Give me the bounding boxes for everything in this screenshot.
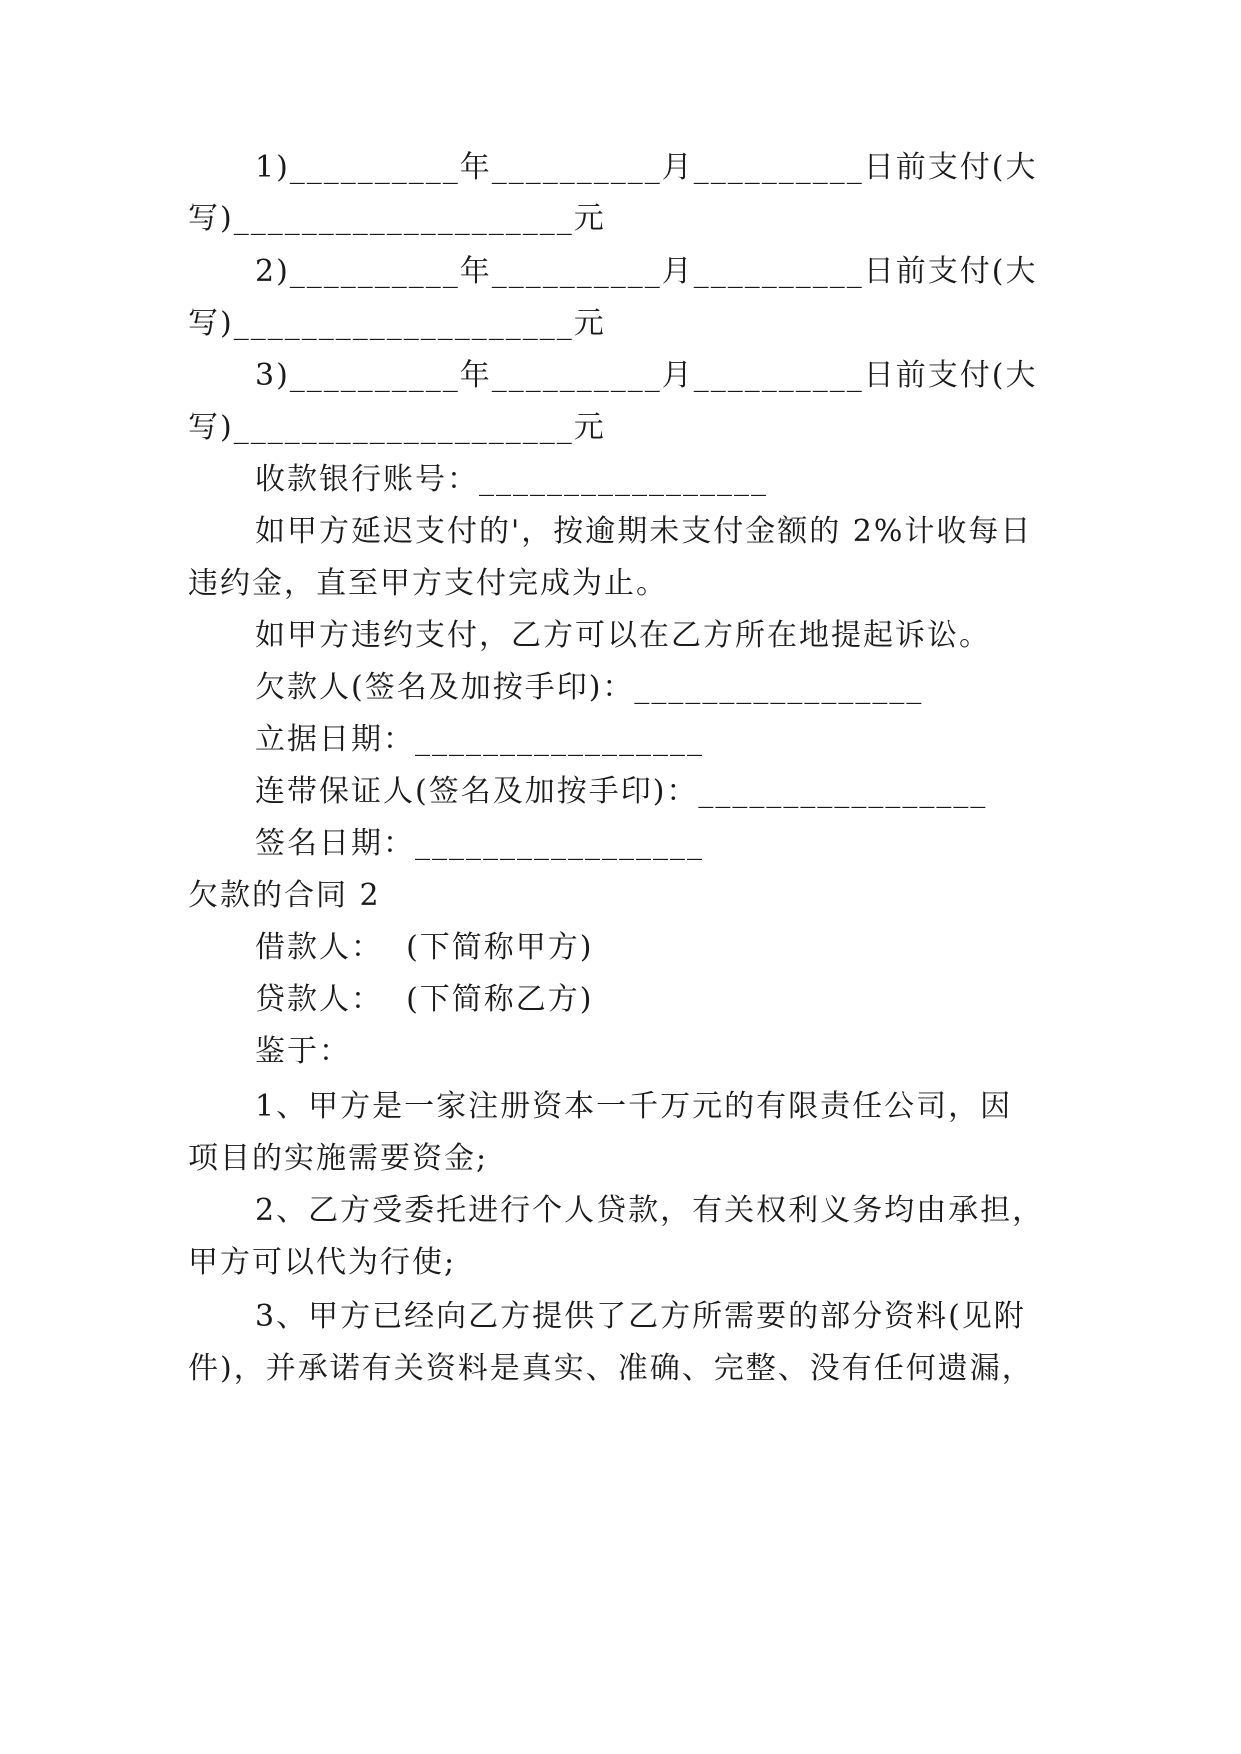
text-line: 如甲方违约支付，乙方可以在乙方所在地提起诉讼。 <box>255 618 991 653</box>
text-line: 借款人： (下简称甲方) <box>255 930 594 965</box>
text-line: 鉴于： <box>255 1034 351 1069</box>
text-line: 写)____________________元 <box>188 201 606 236</box>
text-line: 欠款人(签名及加按手印)：_________________ <box>255 670 924 705</box>
text-line: 1、甲方是一家注册资本一千万元的有限责任公司，因 <box>255 1089 1013 1124</box>
text-line: 签名日期：_________________ <box>255 826 704 861</box>
text-line: 3、甲方已经向乙方提供了乙方所需要的部分资料(见附 <box>255 1299 1026 1334</box>
text-line: 贷款人： (下简称乙方) <box>255 982 594 1017</box>
text-line: 2)__________年__________月__________日前支付(大 <box>255 254 1038 289</box>
text-line: 2、乙方受委托进行个人贷款，有关权利义务均由承担， <box>255 1193 1045 1228</box>
text-line: 立据日期：_________________ <box>255 722 704 757</box>
text-line: 1)__________年__________月__________日前支付(大 <box>255 150 1038 185</box>
text-line: 件)，并承诺有关资料是真实、准确、完整、没有任何遗漏， <box>188 1351 1034 1386</box>
text-line: 3)__________年__________月__________日前支付(大 <box>255 358 1038 393</box>
section-heading: 欠款的合同 2 <box>188 878 381 913</box>
text-line: 写)____________________元 <box>188 306 606 341</box>
text-line: 甲方可以代为行使; <box>188 1245 457 1280</box>
text-line: 如甲方延迟支付的'，按逾期未支付金额的 2%计收每日 <box>255 514 1033 549</box>
text-line: 违约金，直至甲方支付完成为止。 <box>188 566 668 601</box>
text-line: 连带保证人(签名及加按手印)：_________________ <box>255 774 988 809</box>
text-line: 写)____________________元 <box>188 410 606 445</box>
text-line: 项目的实施需要资金; <box>188 1141 489 1176</box>
text-line: 收款银行账号：_________________ <box>255 462 768 497</box>
